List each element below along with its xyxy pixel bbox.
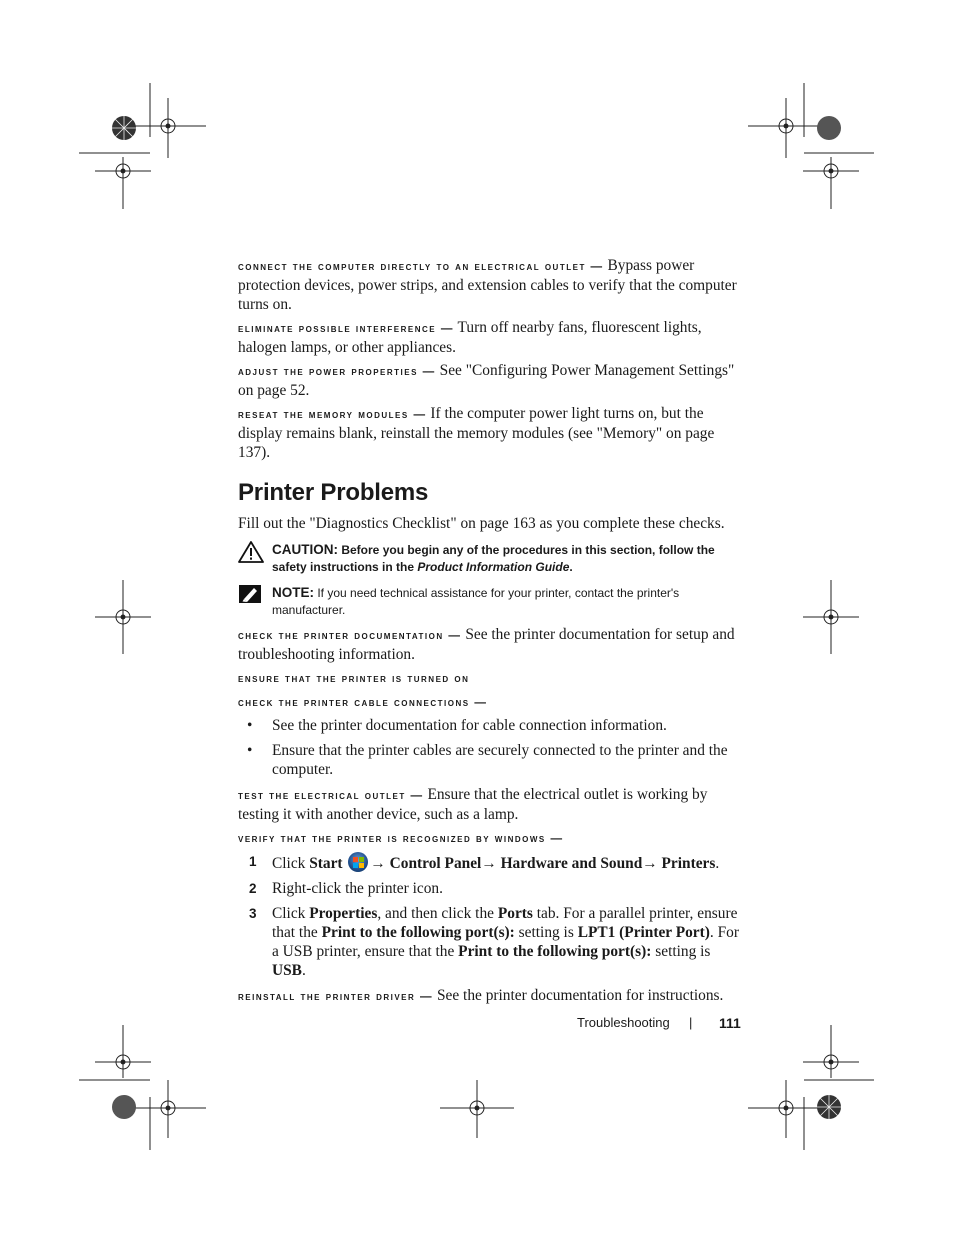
section-text: If the computer power light turns on, but the display remains blank, reinstall the memory modules (see "Memory" on page 137). — [238, 405, 715, 461]
step-1: 1 Click Start → Control Panel→ Hardware and Sound→ Printers. — [249, 854, 720, 872]
start-label: Start — [309, 855, 343, 872]
note-box — [238, 584, 740, 619]
section-text: Turn off nearby fans, fluorescent lights, halogen lamps, or other appliances. — [238, 319, 702, 356]
section-test-outlet — [238, 785, 740, 824]
section-verify-windows — [238, 828, 740, 848]
note-text: If you need technical assistance for your printer, contact the printer's manufacturer. — [272, 586, 680, 617]
section-adjust-power — [238, 361, 740, 400]
step-2: 2 Right-click the printer icon. — [249, 880, 443, 897]
section-eliminate-interference — [238, 318, 740, 357]
bullet-text: Ensure that the printer cables are securely connected to the printer and the computer. — [272, 742, 728, 778]
section-cable-connections — [238, 692, 740, 712]
intro-text: Fill out the "Diagnostics Checklist" on page 163 as you complete these checks. — [238, 515, 725, 532]
section-heading: test the electrical outlet — — [238, 789, 424, 802]
hardware-sound-label: Hardware and Sound — [500, 855, 643, 872]
list-item: • See the printer documentation for cable connection information. — [247, 717, 667, 734]
pencil-note-icon — [238, 584, 262, 609]
list-item: • Ensure that the printer cables are securely connected to the printer and the computer. — [247, 742, 728, 778]
caution-end: . — [569, 560, 573, 574]
section-reinstall-driver — [238, 986, 740, 1006]
section-text: Ensure that the electrical outlet is working by testing it with another device, such as a lamp. — [238, 786, 708, 823]
page-content — [238, 256, 740, 1010]
section-text: See the printer documentation for instructions. — [436, 987, 724, 1004]
step-number: 1 — [249, 854, 257, 869]
section-heading: check the printer cable connections — — [238, 696, 488, 709]
page-title: Printer Problems — [238, 479, 429, 506]
footer-separator: | — [689, 1015, 693, 1030]
step-number: 3 — [249, 906, 257, 921]
printers-label: Printers — [661, 855, 716, 872]
step-number: 2 — [249, 881, 257, 896]
note-label: NOTE: — [272, 585, 314, 600]
caution-guide-title: Product Information Guide — [417, 560, 570, 574]
windows-start-icon — [348, 852, 368, 872]
page-number: 111 — [719, 1015, 741, 1031]
section-check-documentation — [238, 625, 740, 664]
section-heading: verify that the printer is recognized by windows — — [238, 832, 564, 845]
bullet-text: See the printer documentation for cable connection information. — [272, 717, 667, 734]
section-heading: adjust the power properties — — [238, 365, 436, 378]
caution-text: Before you begin any of the procedures in this section, follow the safety instructions in the — [272, 543, 715, 574]
caution-label: CAUTION: — [272, 542, 338, 557]
section-heading: reseat the memory modules — — [238, 408, 427, 421]
section-connect-outlet — [238, 256, 740, 314]
section-heading: ensure that the printer is turned on — [238, 672, 470, 685]
control-panel-label: Control Panel — [389, 855, 482, 872]
footer-section-name: Troubleshooting — [577, 1015, 670, 1030]
section-text: See "Configuring Power Management Settings" on page 52. — [238, 362, 735, 399]
section-heading: check the printer documentation — — [238, 629, 462, 642]
section-reseat-memory — [238, 404, 740, 462]
caution-box — [238, 541, 740, 576]
step-3: 3 Click Properties, and then click the Ports tab. For a parallel printer, ensure that the Print to the following port(s): setting is LPT1 (Printer Port). For a USB printer, ensure that the Print to the following port(s): setting is USB. — [249, 905, 739, 979]
caution-icon — [238, 541, 264, 568]
section-ensure-turned-on — [238, 668, 740, 688]
section-text: See the printer documentation for setup and troubleshooting information. — [238, 626, 735, 663]
section-heading: connect the computer directly to an electrical outlet — — [238, 260, 604, 273]
section-heading: eliminate possible interference — — [238, 322, 454, 335]
section-text: Bypass power protection devices, power strips, and extension cables to verify that the computer turns on. — [238, 257, 737, 313]
section-heading: reinstall the printer driver — — [238, 990, 434, 1003]
